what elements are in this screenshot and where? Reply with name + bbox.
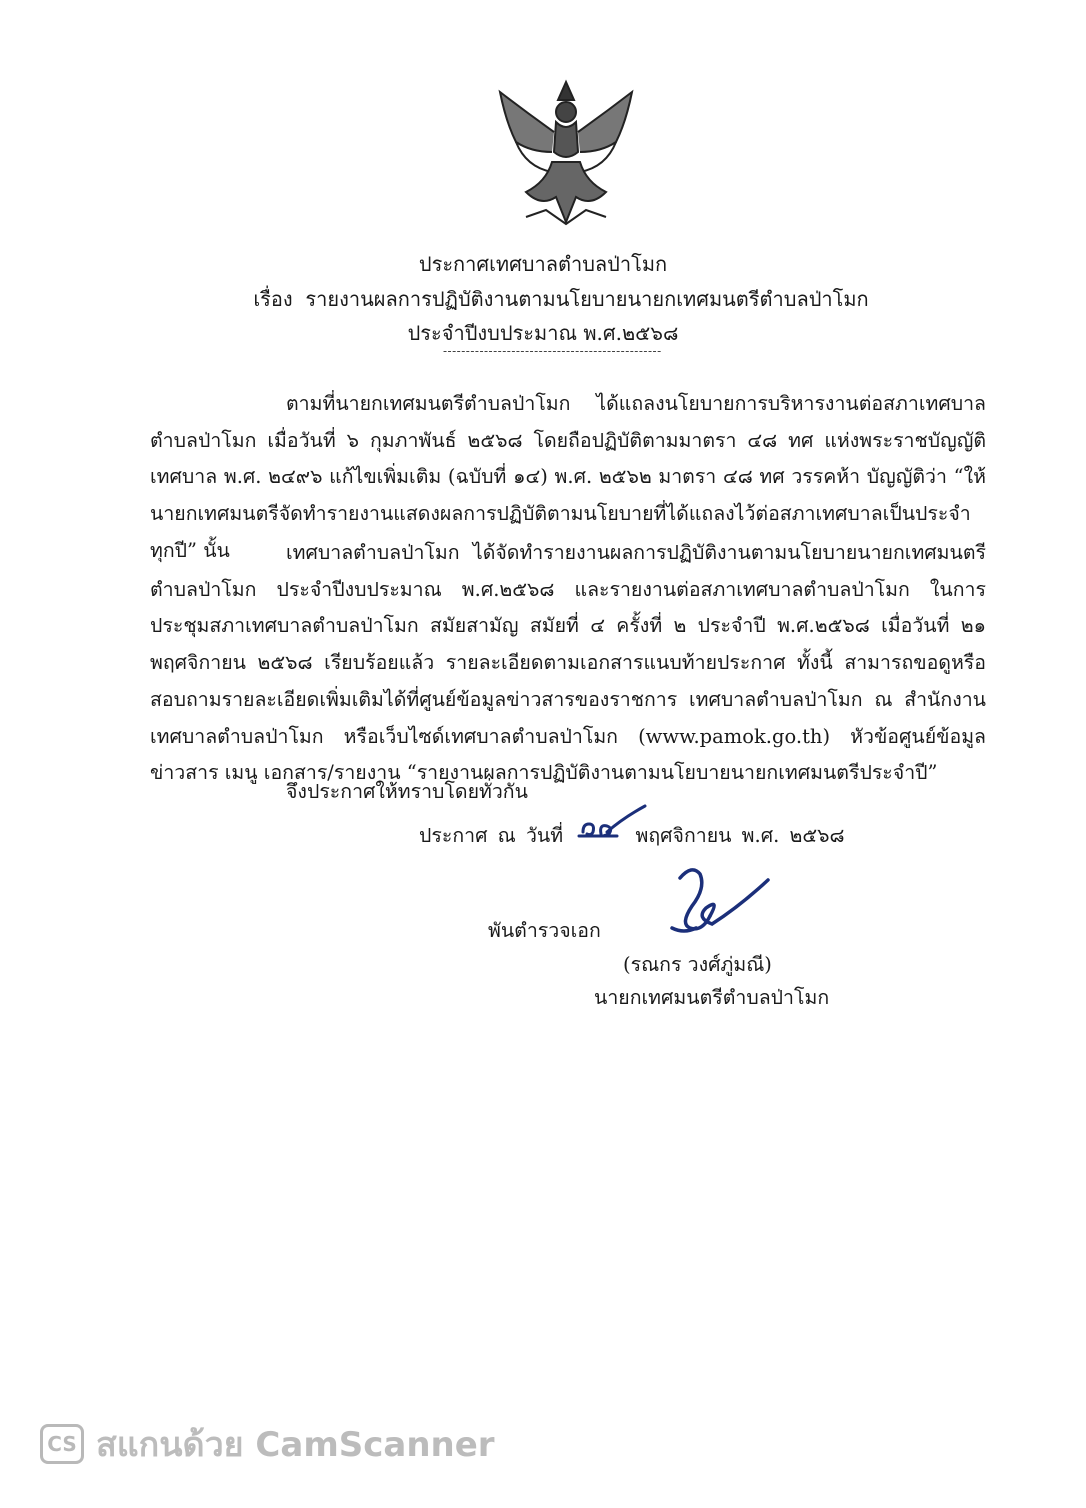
date-suffix: พฤศจิกายน พ.ศ. ๒๕๖๘ <box>635 824 845 847</box>
body-paragraph-1: ตามที่นายกเทศมนตรีตำบลป่าโมก ได้แถลงนโยบายการบริหารงานต่อสภาเทศบาลตำบลป่าโมก เมื่อวันที่ ๖ กุมภาพันธ์ ๒๕๖๘ โดยถือปฏิบัติตามมาตรา ๔๘ ทศ แห่งพระราชบัญญัติเทศบาล พ.ศ. ๒๔๙๖ แก้ไขเพิ่มเติม (ฉบับที่ ๑๔) พ.ศ. ๒๕๖๒ มาตรา ๔๘ ทศ วรรคห้า บัญญัติว่า “ให้นายกเทศมนตรีจัดทำรายงานแสดงผลการปฏิบัติตามนโยบายที่ได้แถลงไว้ต่อสภาเทศบาลเป็นประจำทุกปี” นั้น <box>150 392 986 562</box>
body-paragraph-2: เทศบาลตำบลป่าโมก ได้จัดทำรายงานผลการปฏิบัติงานตามนโยบายนายกเทศมนตรีตำบลป่าโมก ประจำปีงบประมาณ พ.ศ.๒๕๖๘ และรายงานต่อสภาเทศบาลตำบลป่าโมก ในการประชุมสภาเทศบาลตำบลป่าโมก สมัยสามัญ สมัยที่ ๔ ครั้งที่ ๒ ประจำปี พ.ศ.๒๕๖๘ เมื่อวันที่ ๒๑ พฤศจิกายน ๒๕๖๘ เรียบร้อยแล้ว รายละเอียดตามเอกสารแนบท้ายประกาศ ทั้งนี้ สามารถขอดูหรือสอบถามรายละเอียดเพิ่มเติมได้ที่ศูนย์ข้อมูลข่าวสารของราชการ เทศบาลตำบลป่าโมก ณ สำนักงานเทศบาลตำบลป่าโมก หรือเว็บไซด์เทศบาลตำบลป่าโมก (www.pamok.go.th) หัวข้อศูนย์ข้อมูลข่าวสาร เมนู เอกสาร/รายงาน “รายงานผลการปฏิบัติงานตามนโยบายนายกเทศมนตรีประจำปี” <box>150 541 986 785</box>
signature-icon <box>650 858 790 938</box>
signatory-name: (รณกร วงศ์ภู่มณี) <box>623 953 772 976</box>
signatory-position: นายกเทศมนตรีตำบลป่าโมก <box>594 986 830 1009</box>
signatory-rank: พันตำรวจเอก <box>488 919 601 942</box>
subject-line <box>18 285 1086 313</box>
date-prefix: ประกาศ ณ วันที่ <box>419 824 564 847</box>
camscanner-logo-icon: CS <box>40 1424 84 1464</box>
closing-statement: จึงประกาศให้ทราบโดยทั่วกัน <box>286 780 528 803</box>
fiscal-year: ประจำปีงบประมาณ พ.ศ.๒๕๖๘ <box>407 321 679 345</box>
subject-label: เรื่อง <box>253 287 293 311</box>
watermark-text: สแกนด้วย CamScanner <box>96 1425 495 1465</box>
announcement-title: ประกาศเทศบาลตำบลป่าโมก <box>418 252 668 276</box>
handwritten-day-icon <box>573 802 653 842</box>
camscanner-watermark <box>40 1420 495 1468</box>
title-divider: ------------------------------------------------ <box>443 344 662 358</box>
subject-text: รายงานผลการปฏิบัติงานตามนโยบายนายกเทศมนตรีตำบลป่าโมก <box>305 287 869 311</box>
garuda-emblem-icon <box>486 72 646 232</box>
